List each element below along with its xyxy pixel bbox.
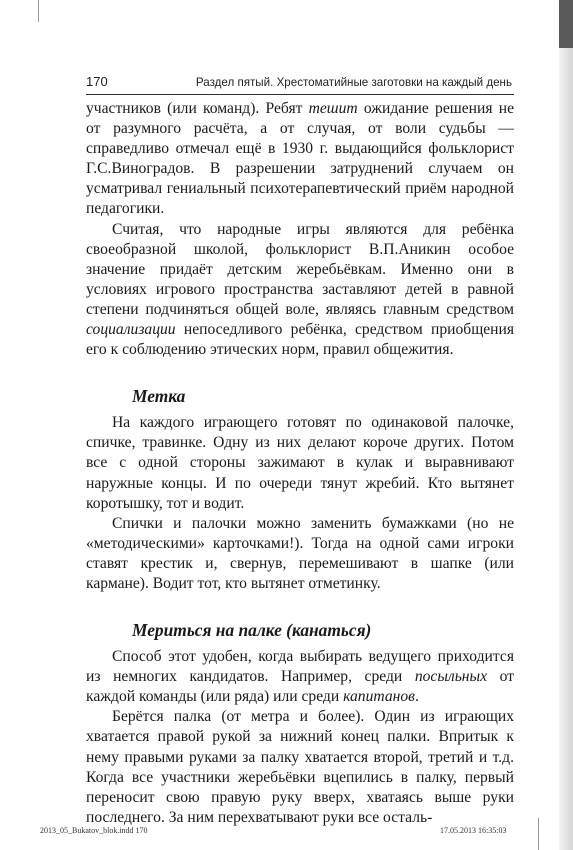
paragraph: участников (или команд). Ребят тешит ожидание решения не от разумного расчёта, а от случая, от воли судьбы — справедливо отмечал ещё в 1930 г. выдающийся фольклорист Г.С.Виноградов. В разрешении затруднений случаем он усматривал гениальный психотерапевтический приём народной педагогики. bbox=[86, 100, 514, 218]
print-slug bbox=[0, 824, 573, 840]
book-spine-edge bbox=[559, 0, 573, 48]
paragraph: Спички и палочки можно заменить бумажками (но не «методическими» карточками!). Тогда на одной сами игроки ставят крестик и, свернув, перемешивают в шапке (или кармане). Водит тот, кто вытянет отметинку. bbox=[86, 514, 514, 592]
emphasis: социализации bbox=[86, 321, 176, 339]
section-heading-meritsya: Мериться на палке (канаться) bbox=[132, 620, 372, 641]
page-number: 170 bbox=[86, 74, 108, 89]
emphasis: посыльных bbox=[414, 668, 488, 686]
slug-timestamp: 17.05.2013 16:35:03 bbox=[440, 826, 507, 835]
paragraph: Берётся палка (от метра и более). Один из играющих хватается правой рукой за нижний конец палки. Впритык к нему правыми руками за палку хватается второй, третий и т.д. Когда все участники жеребьёвки вцепились в палку, первый переносит свою правую руку вверх, хватаясь выше руки последнего. За ним перехватывают руки все осталь- bbox=[86, 708, 514, 826]
paragraph: Считая, что народные игры являются для ребёнка своеобразной школой, фольклорист В.П.Аникин особое значение придаёт детским жеребьёвкам. Именно они в условиях игрового пространства заставляют детей в равной степени подчиняться общей воле, являясь главным средством социализации непоседливого ребёнка, средством приобщения его к соблюдению этических норм, правил общежития. bbox=[86, 220, 514, 359]
paragraph: На каждого играющего готовят по одинаковой палочке, спичке, травинке. Одну из них делают короче других. Потом все с одной стороны зажимают в кулак и выравнивают наружные концы. И по очереди тянут жребий. Кто вытянет коротышку, тот и водит. bbox=[86, 414, 514, 512]
paragraph: Способ этот удобен, когда выбирать ведущего приходится из немногих кандидатов. Например, среди посыльных от каждой команды (или ряда) или среди капитанов. bbox=[86, 648, 514, 706]
page-body bbox=[86, 99, 514, 828]
book-spine-shadow bbox=[559, 0, 573, 850]
emphasis: тешит bbox=[308, 100, 358, 117]
crop-mark-top bbox=[38, 0, 39, 22]
slug-filename: 2013_05_Bukatov_blok.indd 170 bbox=[40, 826, 148, 835]
running-header bbox=[86, 74, 512, 89]
running-title: Раздел пятый. Хрестоматийные заготовки на каждый день bbox=[195, 76, 512, 89]
header-rule bbox=[86, 94, 514, 95]
section-heading-metka: Метка bbox=[132, 386, 186, 407]
emphasis: капитанов bbox=[343, 688, 415, 706]
